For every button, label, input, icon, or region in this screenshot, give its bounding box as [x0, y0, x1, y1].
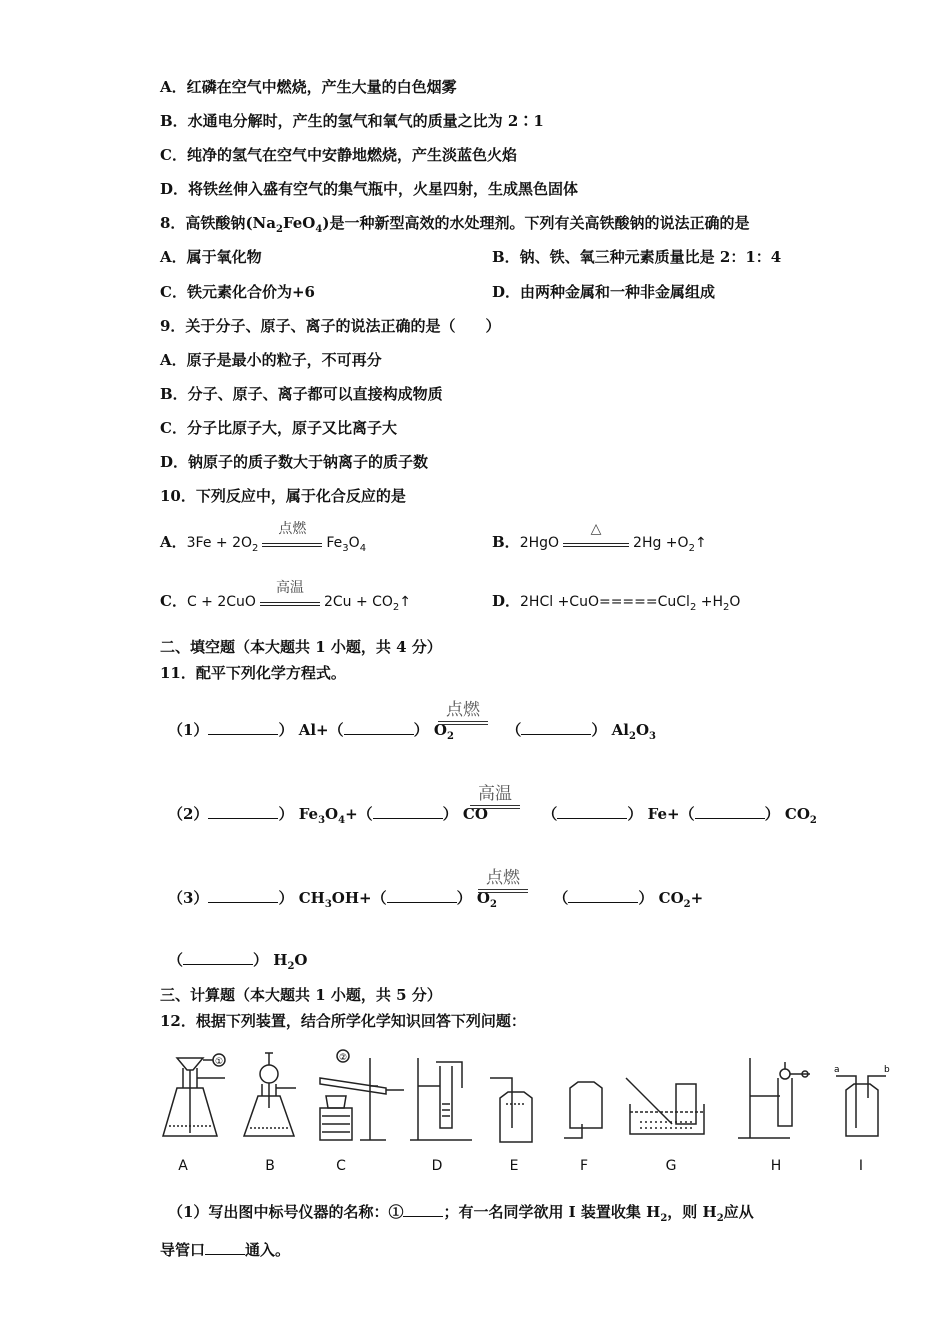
q9-stem: 9．关于分子、原子、离子的说法正确的是（ ）: [160, 317, 501, 335]
q11-equation-3-cont: （ ） $H_2O$: [168, 951, 308, 972]
blank-input[interactable]: [208, 888, 278, 903]
apparatus-label-h: H: [770, 1158, 782, 1174]
apparatus-h: [730, 1048, 822, 1148]
q10-option-c: C．C + 2CuO 高温 $2Cu + CO_2↑$: [160, 580, 412, 613]
blank-input[interactable]: [568, 888, 638, 903]
q9-option-a: A．原子是最小的粒子，不可再分: [160, 351, 382, 369]
q12-sub1-line2: 导管口 通入。: [160, 1241, 291, 1259]
apparatus-f: [556, 1048, 616, 1148]
q8-stem: 8．高铁酸钠$(Na_2FeO_4)$是一种新型高效的水处理剂。下列有关高铁酸钠的说法正确的是: [160, 214, 750, 235]
q7-option-b: B．水通电分解时，产生的氢气和氧气的质量之比为 2∶1: [160, 112, 544, 130]
blank-input[interactable]: [557, 804, 627, 819]
blank-input[interactable]: [695, 804, 765, 819]
port-b: b: [884, 1065, 890, 1075]
apparatus-label-c: C: [336, 1158, 346, 1174]
blank-input[interactable]: [521, 720, 591, 735]
q8-option-a: A．属于氧化物: [160, 248, 262, 266]
blank-input[interactable]: [208, 720, 278, 735]
apparatus-c: [308, 1048, 408, 1148]
q11-equation-1: （1） ） Al+（ ） $O_2$ （ ） $Al_2O_3$: [168, 721, 656, 742]
q7-option-d: D．将铁丝伸入盛有空气的集气瓶中，火星四射，生成黑色固体: [160, 180, 579, 198]
apparatus-label-g: G: [665, 1158, 677, 1174]
q10-option-b: B．2HgO △ $2Hg +O_2↑$: [492, 521, 707, 554]
q8-option-b: B．钠、铁、氧三种元素质量比是 2：1：4: [492, 248, 782, 266]
section-2-heading: 二、填空题（本大题共 1 小题，共 4 分）: [160, 638, 442, 656]
apparatus-g: [622, 1048, 712, 1148]
apparatus-i: [832, 1048, 892, 1148]
q10-option-d: D．2HCl +CuO=====CuCl$_2$ $+H_2O$: [492, 592, 741, 613]
apparatus-a: [155, 1048, 230, 1148]
q7-option-c: C．纯净的氢气在空气中安静地燃烧，产生淡蓝色火焰: [160, 146, 517, 164]
blank-input[interactable]: [208, 804, 278, 819]
condition-high-temp: 高温: [260, 592, 320, 612]
q10-stem: 10．下列反应中，属于化合反应的是: [160, 487, 406, 505]
condition-fire-sign: 点燃: [438, 695, 488, 725]
q7-option-a: A．红磷在空气中燃烧，产生大量的白色烟雾: [160, 78, 457, 96]
apparatus-label-f: F: [579, 1158, 589, 1174]
q8-option-d: D．由两种金属和一种非金属组成: [492, 283, 716, 301]
blank-input[interactable]: [387, 888, 457, 903]
q8-option-c: C．铁元素化合价为+6: [160, 283, 315, 301]
apparatus-label-a: A: [178, 1158, 188, 1174]
condition-fire: 点燃: [262, 533, 322, 553]
port-a: a: [834, 1065, 840, 1075]
q11-stem: 11．配平下列化学方程式。: [160, 664, 346, 682]
q9-option-d: D．钠原子的质子数大于钠离子的质子数: [160, 453, 429, 471]
apparatus-label-b: B: [265, 1158, 275, 1174]
blank-input[interactable]: [373, 804, 443, 819]
mark-1: ①: [214, 1057, 224, 1067]
apparatus-label-e: E: [509, 1158, 519, 1174]
mark-2: ②: [338, 1053, 348, 1063]
blank-input[interactable]: [344, 720, 414, 735]
apparatus-label-i: I: [858, 1158, 864, 1174]
condition-fire-sign-2: 点燃: [478, 863, 528, 893]
apparatus-label-d: D: [431, 1158, 443, 1174]
q9-option-c: C．分子比原子大，原子又比离子大: [160, 419, 397, 437]
q10-option-a: A．$3Fe + 2O_2$ 点燃 $Fe_3O_4$: [160, 521, 367, 554]
blank-input[interactable]: [183, 950, 253, 965]
q12-stem: 12．根据下列装置，结合所学化学知识回答下列问题：: [160, 1012, 526, 1030]
q11-equation-3: （3） ） $CH_3OH+$（ ） $O_2$ （ ） $CO_2+$: [168, 889, 704, 910]
blank-input[interactable]: [403, 1202, 443, 1217]
apparatus-d: [406, 1048, 478, 1148]
apparatus-b: [238, 1048, 302, 1148]
blank-input[interactable]: [205, 1240, 245, 1255]
q12-sub1: （1）写出图中标号仪器的名称：① ；有一名同学欲用 I 装置收集 $H_2$，则 $H_2$应从: [168, 1203, 754, 1224]
section-3-heading: 三、计算题（本大题共 1 小题，共 5 分）: [160, 986, 442, 1004]
q11-equation-2: （2） ） $Fe_3O_4+$（ ） CO （ ） Fe+（ ） $CO_2$: [168, 805, 817, 826]
apparatus-e: [486, 1048, 542, 1148]
condition-high-temp-sign: 高温: [470, 779, 520, 809]
condition-heat: △: [563, 533, 629, 553]
q9-option-b: B．分子、原子、离子都可以直接构成物质: [160, 385, 443, 403]
